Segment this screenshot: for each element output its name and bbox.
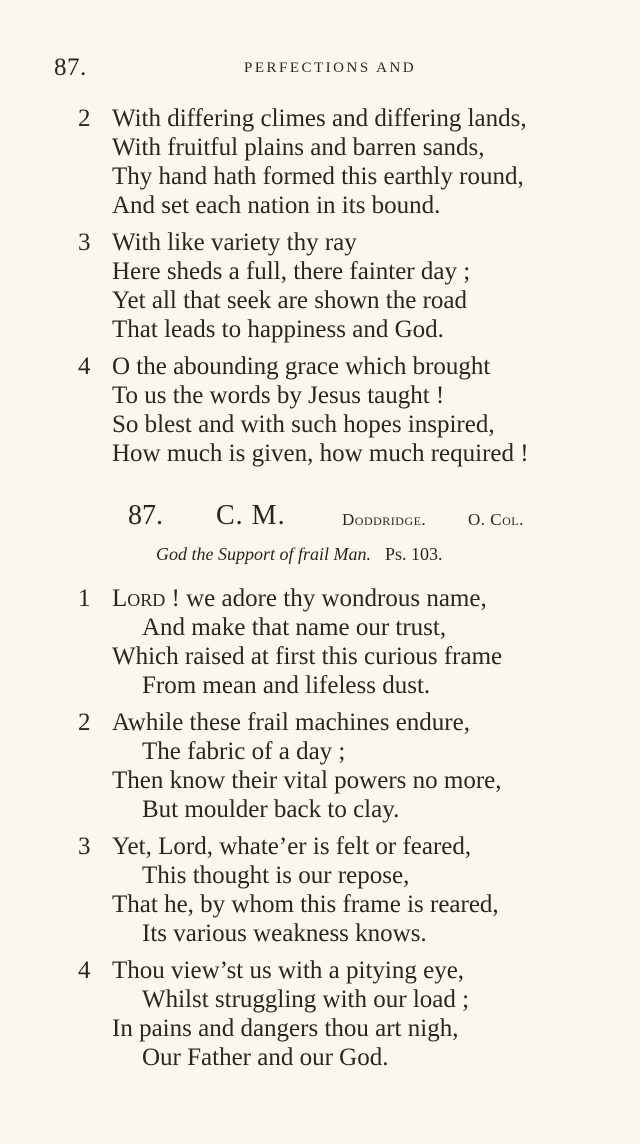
verse-number: 4: [78, 353, 91, 380]
verse-line: That he, by whom this frame is reared,: [112, 891, 499, 918]
page-number: 87.: [54, 54, 87, 81]
verse-number: 3: [78, 833, 91, 860]
verse-line: Awhile these frail machines endure,: [112, 709, 470, 736]
verse-line: And set each nation in its bound.: [112, 192, 441, 219]
verse-number: 1: [78, 585, 91, 612]
verse-line: But moulder back to clay.: [142, 796, 400, 823]
verse-line: Here sheds a full, there fainter day ;: [112, 258, 471, 285]
hymn-subtitle-text: God the Support of frail Man.: [156, 544, 371, 564]
verse-line: This thought is our repose,: [142, 862, 410, 889]
verse-line: Its various weakness knows.: [142, 920, 427, 947]
verse-line: [112, 584, 487, 613]
verse-line: With differing climes and differing lands,: [112, 105, 527, 132]
verse-line: So blest and with such hopes inspired,: [112, 411, 495, 438]
running-title: PERFECTIONS AND: [244, 60, 417, 76]
verse-number: 2: [78, 709, 91, 736]
running-head: [54, 54, 584, 84]
hymn-header: [128, 500, 568, 534]
verse-line: Whilst struggling with our load ;: [142, 986, 470, 1013]
verse-line: With like variety thy ray: [112, 229, 357, 256]
verse-line: Thou view’st us with a pitying eye,: [112, 957, 465, 984]
verse-line: And make that name our trust,: [142, 614, 447, 641]
verse-line: Yet all that seek are shown the road: [112, 287, 468, 314]
verse-line: How much is given, how much required !: [112, 440, 529, 467]
verse-line: With fruitful plains and barren sands,: [112, 134, 485, 161]
verse-line: That leads to happiness and God.: [112, 316, 444, 343]
hymn-author: Doddridge.: [342, 510, 427, 529]
verse-number: 4: [78, 957, 91, 984]
verse-line: Yet, Lord, whate’er is felt or feared,: [112, 833, 472, 860]
hymn-subtitle: [156, 544, 443, 565]
verse-line: To us the words by Jesus taught !: [112, 382, 445, 409]
hymn-number: 87.: [128, 500, 163, 531]
verse-line: Thy hand hath formed this earthly round,: [112, 163, 524, 190]
verse-number: 2: [78, 105, 91, 132]
verse-number: 3: [78, 229, 91, 256]
verse-line: O the abounding grace which brought: [112, 353, 491, 380]
hymn-meter: C. M.: [216, 500, 286, 531]
verse-line-rest: ! we adore thy wondrous name,: [165, 585, 487, 612]
verse-lead-word: Lord: [112, 585, 166, 612]
hymn-tune: O. Col.: [468, 510, 524, 529]
verse-line: In pains and dangers thou art nigh,: [112, 1015, 459, 1042]
scripture-reference: Ps. 103.: [385, 544, 443, 564]
verse-line: Which raised at first this curious frame: [112, 643, 503, 670]
verse-line: The fabric of a day ;: [142, 738, 346, 765]
verse-line: Then know their vital powers no more,: [112, 767, 502, 794]
verse-line: From mean and lifeless dust.: [142, 672, 431, 699]
verse-line: Our Father and our God.: [142, 1044, 389, 1071]
